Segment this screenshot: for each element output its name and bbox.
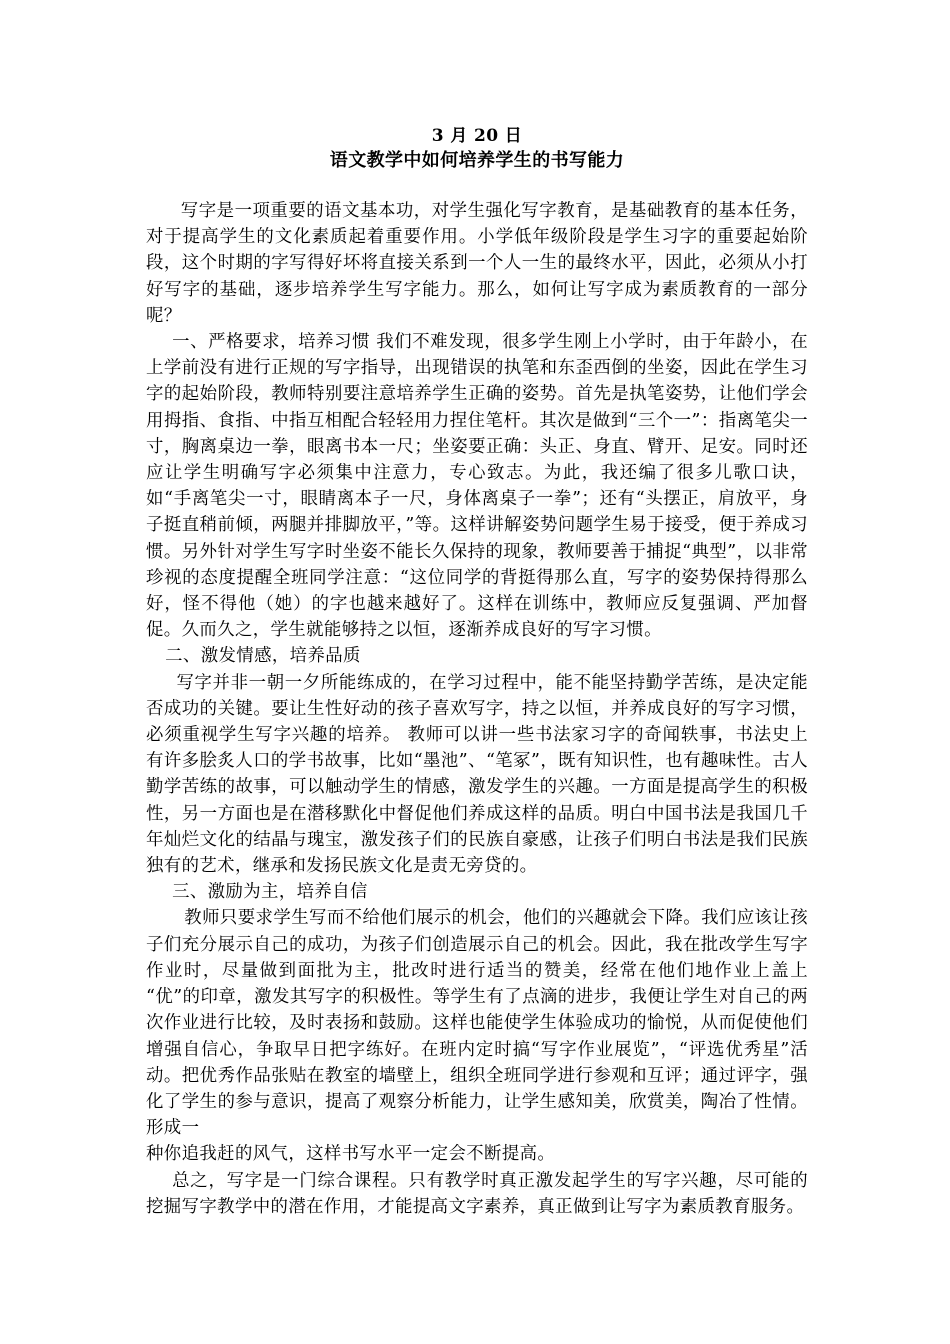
- document-title: 语文教学中如何培养学生的书写能力: [329, 150, 625, 171]
- section-3-heading: 三、激励为主，培养自信: [172, 882, 368, 903]
- section-3-paragraph: 教师只要求学生写而不给他们展示的机会，他们的兴趣就会下降。我们应该让孩子们充分展示自己的成功，为孩子们创造展示自己的机会。因此，我在批改学生写字作业时，尽量做到面批为主，批改时进行适当的赞美，经常在他们地作业上盖上 “优”的印章，激发其写字的积极性。等学生有了点滴的进步，我便让学生对自己的两次作业进行比较，及时表扬和鼓励。这样也能使学生体验成功的愉悦，从而促使他们增强自信心，争取早日把字练好。在班内定时搞“写字作业展览”，“评选优秀星”活动。把优秀作品张贴在教室的墙壁上，组织全班同学进行参观和互评；通过评字，强化了学生的参与意识，提高了观察分析能力，让学生感知美，欣赏美，陶冶了性情。形成一: [146, 908, 808, 1139]
- document-date: 3 月 20 日: [431, 126, 523, 146]
- intro-paragraph: 写字是一项重要的语文基本功，对学生强化写字教育，是基础教育的基本任务，对于提高学生的文化素质起着重要作用。小学低年级阶段是学生习字的重要起始阶段，这个时期的字写得好坏将直接关系到一个人一生的最终水平，因此，必须从小打好写字的基础，逐步培养学生写字能力。那么，如何让写字成为素质教育的一部分呢？: [146, 201, 808, 326]
- section-3-tail-line: 种你追我赶的风气，这样书写水平一定会不断提高。: [146, 1144, 556, 1165]
- conclusion-paragraph: 总之，写字是一门综合课程。只有教学时真正激发起学生的写字兴趣，尽可能的挖掘写字教学中的潜在作用，才能提高文字素养，真正做到让写字为素质教育服务。: [146, 1170, 808, 1217]
- section-1-paragraph: 一、严格要求，培养习惯 我们不难发现，很多学生刚上小学时，由于年龄小，在上学前没有进行正规的写字指导，出现错误的执笔和东歪西倒的坐姿，因此在学生习字的起始阶段，教师特别要注意培养学生正确的姿势。首先是执笔姿势，让他们学会用拇指、食指、中指互相配合轻轻用力捏住笔杆。其次是做到“三个一”：指离笔尖一寸，胸离桌边一拳，眼离书本一尺；坐姿要正确：头正、身直、臂开、足安。同时还应让学生明确写字必须集中注意力，专心致志。为此，我还编了很多儿歌口诀，如“手离笔尖一寸，眼睛离本子一尺，身体离桌子一拳”；还有“头摆正，肩放平，身子挺直稍前倾，两腿并排脚放平，”等。这样讲解姿势问题学生易于接受，便于养成习惯。另外针对学生写字时坐姿不能长久保持的现象，教师要善于捕捉“典型”，以非常珍视的态度提醒全班同学注意：“这位同学的背挺得那么直，写字的姿势保持得那么好，怪不得他（她）的字也越来越好了。这样在训练中，教师应反复强调、严加督促。久而久之，学生就能够持之以恒，逐渐养成良好的写字习惯。: [146, 332, 808, 641]
- document-page: [146, 124, 808, 1220]
- section-2-paragraph: 写字并非一朝一夕所能练成的，在学习过程中，能不能坚持勤学苦练，是决定能否成功的关键。要让生性好动的孩子喜欢写字，持之以恒，并养成良好的写字习惯，必须重视学生写字兴趣的培养。 教师可以讲一些书法家习字的奇闻轶事，书法史上有许多脍炙人口的学书故事，比如“墨池”、“笔冢”，既有知识性，也有趣味性。古人勤学苦练的故事，可以触动学生的情感，激发学生的兴趣。一方面是提高学生的积极性，另一方面也是在潜移默化中督促他们养成这样的品质。明白中国书法是我国几千年灿烂文化的结晶与瑰宝，激发孩子们的民族自豪感，让孩子们明白书法是我们民族独有的艺术，继承和发扬民族文化是责无旁贷的。: [146, 672, 808, 877]
- section-2-heading: 二、激发情感，培养品质: [165, 646, 361, 667]
